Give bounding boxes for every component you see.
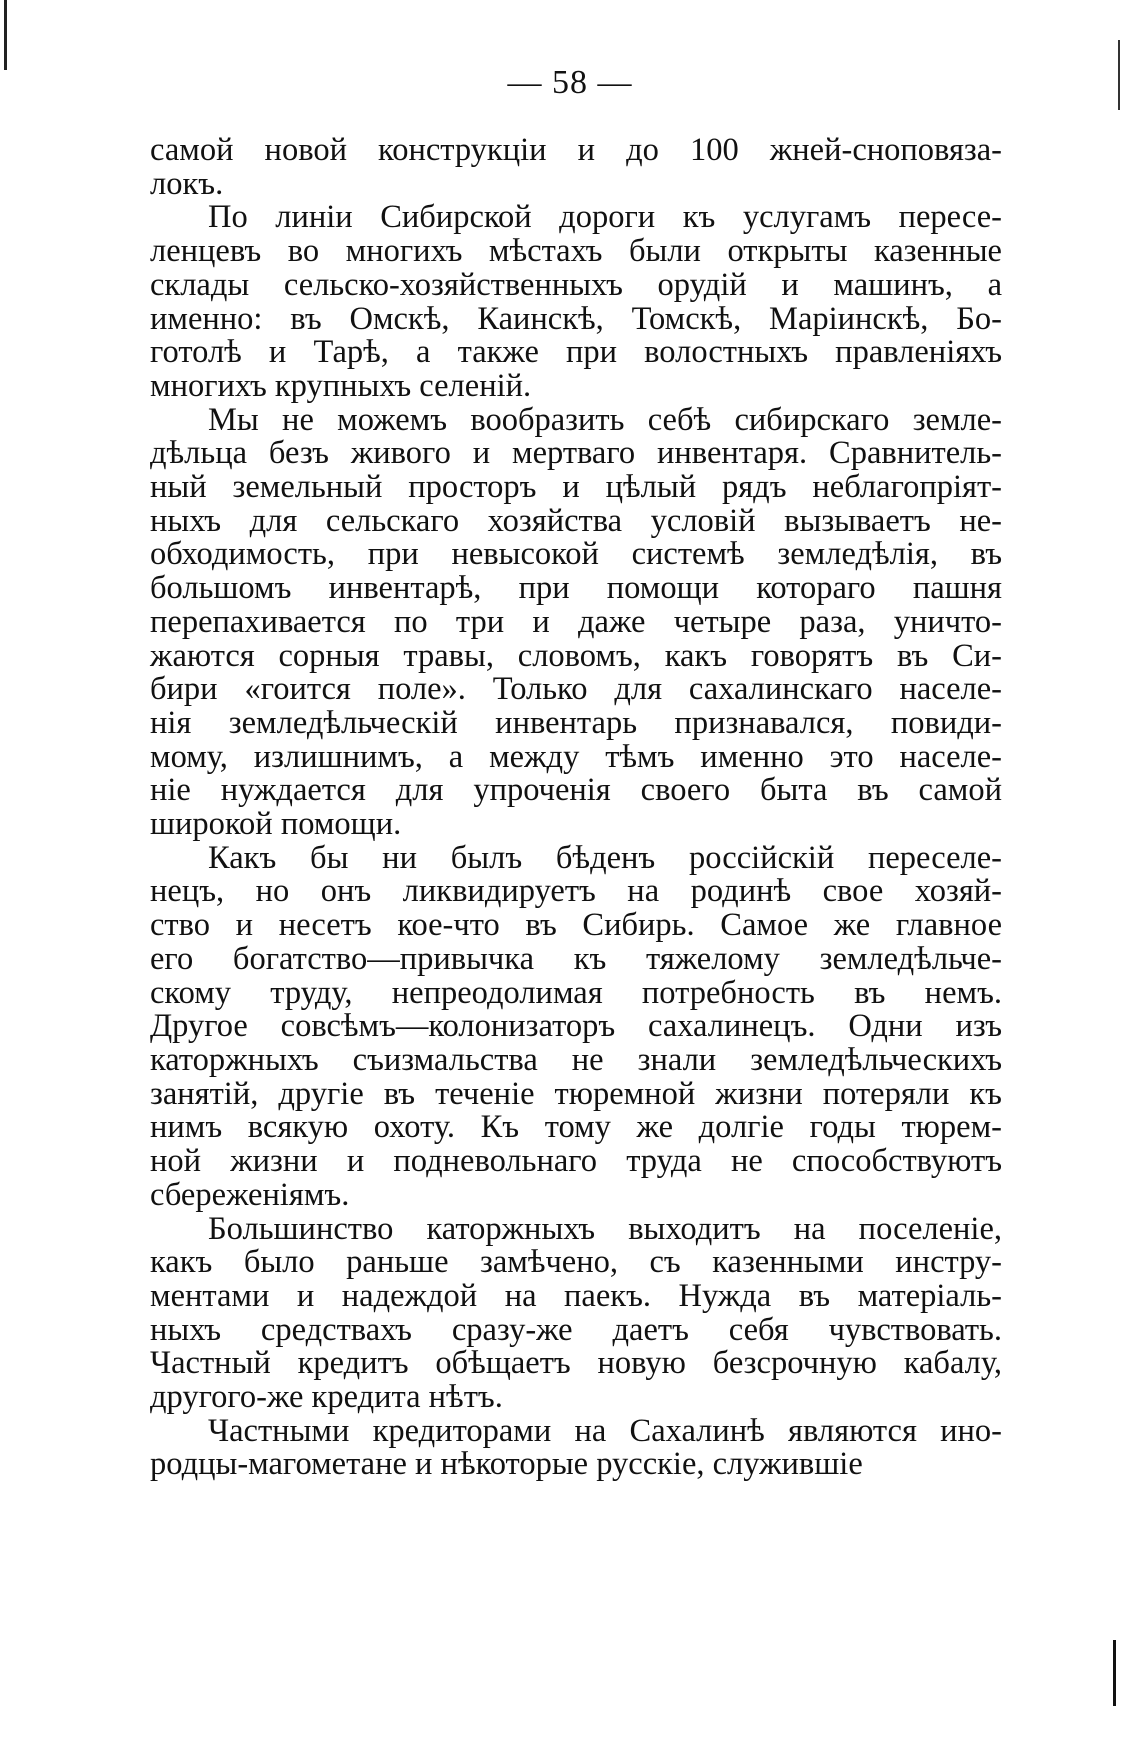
text-line: Другое совсѣмъ—колонизаторъ сахалинецъ. Одни изъ — [150, 1008, 1002, 1045]
paragraph — [150, 401, 1002, 843]
text-line: широкой помощи. — [150, 806, 402, 843]
paragraph — [150, 1412, 1002, 1483]
text-line: Большинство каторжныхъ выходитъ на поселеніе, — [208, 1210, 1002, 1247]
text-line: самой новой конструкціи и до 100 жней-сноповяза- — [150, 132, 1002, 168]
text-line: многихъ крупныхъ селеній. — [150, 367, 532, 404]
text-line: ный земельный просторъ и цѣлый рядъ неблагопріят- — [150, 469, 1002, 506]
text-line: ной жизни и подневольнаго труда не способствуютъ — [150, 1143, 1002, 1180]
text-line: скому труду, непреодолимая потребность въ немъ. — [150, 974, 1002, 1011]
text-line: Какъ бы ни былъ бѣденъ россійскій переселе- — [208, 839, 1002, 876]
text-line: жаются сорныя травы, словомъ, какъ говорятъ въ Си- — [150, 637, 1002, 674]
page-number: — 58 — — [507, 64, 633, 101]
text-line: какъ было раньше замѣчено, съ казенными инстру- — [150, 1244, 1002, 1281]
text-line: большомъ инвентарѣ, при помощи котораго пашня — [150, 570, 1002, 607]
text-line: нецъ, но онъ ликвидируетъ на родинѣ свое хозяй- — [150, 873, 1002, 910]
text-line: мому, излишнимъ, а между тѣмъ именно это населе- — [150, 738, 1002, 775]
text-line: нія земледѣльческій инвентарь признавался, повиди- — [150, 704, 1002, 741]
text-line: ныхъ для сельскаго хозяйства условій вызываетъ не- — [150, 502, 1002, 539]
text-line: именно: въ Омскѣ, Каинскѣ, Томскѣ, Маріинскѣ, Бо- — [150, 300, 1002, 337]
text-line: Частными кредиторами на Сахалинѣ являются ино- — [208, 1412, 1002, 1449]
text-line: дѣльца безъ живого и мертваго инвентаря. Сравнитель- — [150, 435, 1002, 472]
paragraph — [150, 134, 1002, 201]
scan-edge-left — [4, 0, 7, 70]
text-line: нимъ всякую охоту. Къ тому же долгіе годы тюрем- — [150, 1109, 1002, 1146]
text-line: другого-же кредита нѣтъ. — [150, 1379, 503, 1416]
text-line: склады сельско-хозяйственныхъ орудій и машинъ, а — [150, 266, 1002, 303]
text-line: занятій, другіе въ теченіе тюремной жизни потеряли къ — [150, 1075, 1002, 1112]
text-line: Мы не можемъ вообразить себѣ сибирскаго земле- — [208, 401, 1002, 438]
text-line: ленцевъ во многихъ мѣстахъ были открыты казенные — [150, 233, 1002, 270]
text-line: бири «гоится поле». Только для сахалинскаго населе- — [150, 671, 1002, 708]
text-line: ство и несетъ кое-что въ Сибирь. Самое же главное — [150, 907, 1002, 944]
text-line: обходимость, при невысокой системѣ земледѣлія, въ — [150, 536, 1002, 573]
text-line: готолѣ и Тарѣ, а также при волостныхъ правленіяхъ — [150, 334, 1002, 371]
paragraph — [150, 839, 1002, 1213]
text-line: Частный кредитъ обѣщаетъ новую безсрочную кабалу, — [150, 1345, 1002, 1382]
text-line: ментами и надеждой на паекъ. Нужда въ матеріаль- — [150, 1277, 1002, 1314]
text-line: локъ. — [150, 165, 224, 202]
text-line: каторжныхъ съизмальства не знали земледѣльческихъ — [150, 1041, 1002, 1078]
text-line: ніе нуждается для упроченія своего быта въ самой — [150, 772, 1002, 809]
scan-edge-right-bottom — [1113, 1640, 1116, 1706]
paragraph — [150, 201, 1002, 403]
text-line: родцы-магометане и нѣкоторые русскіе, служившіе — [150, 1446, 863, 1483]
body-text — [150, 134, 1002, 1482]
paragraph — [150, 1210, 1002, 1416]
text-line: ныхъ средствахъ сразу-же даетъ себя чувствовать. — [150, 1311, 1002, 1348]
text-line: По линіи Сибирской дороги къ услугамъ пересе- — [208, 199, 1002, 236]
text-line: его богатство—привычка къ тяжелому земледѣльче- — [150, 940, 1002, 977]
text-line: перепахивается по три и даже четыре раза, уничто- — [150, 603, 1002, 640]
text-line: сбереженіямъ. — [150, 1176, 350, 1213]
